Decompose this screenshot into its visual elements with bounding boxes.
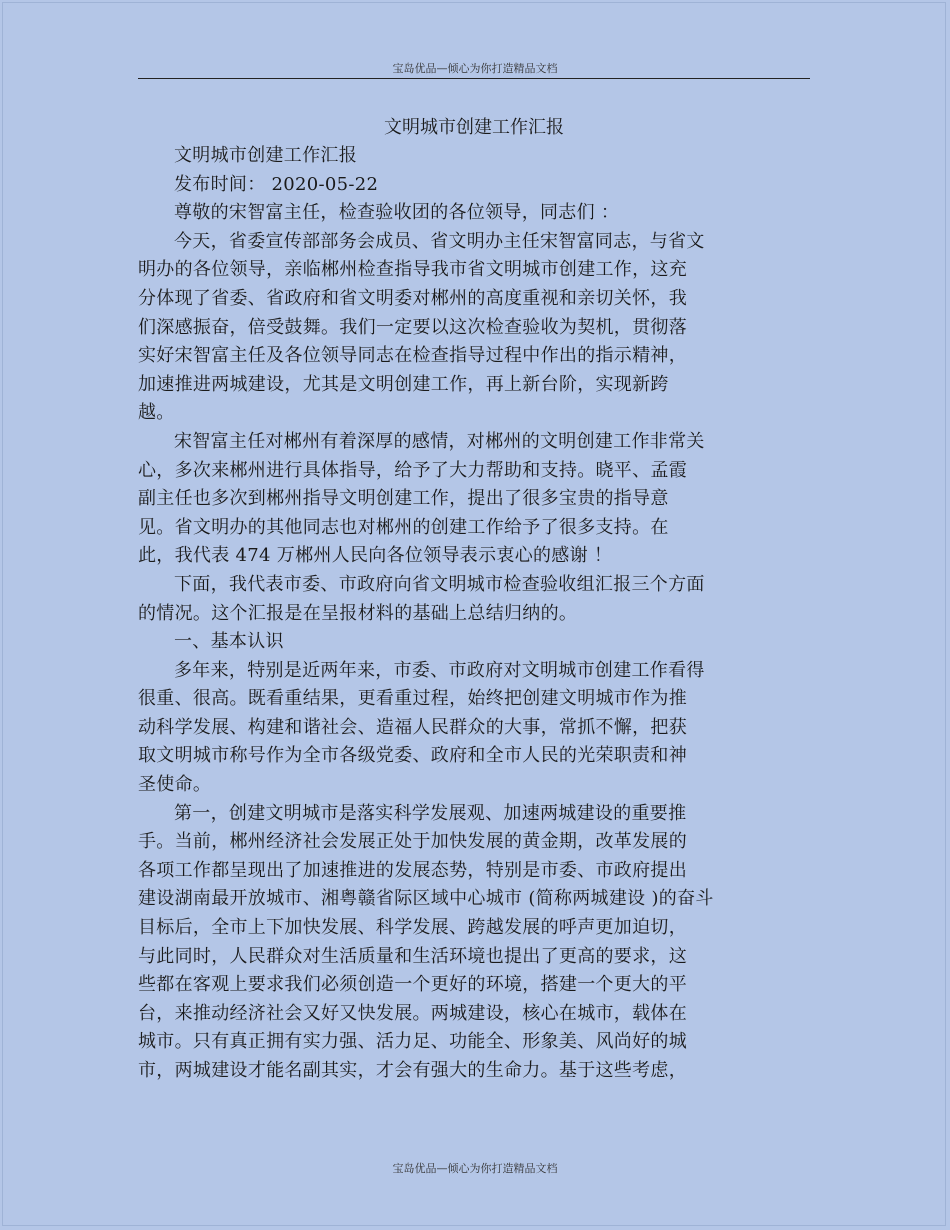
document-body: [138, 114, 810, 1086]
paragraph-line: 发布时间： 2020-05-22: [174, 173, 379, 195]
paragraph: [138, 199, 810, 228]
paragraph-line: 越。: [138, 402, 175, 424]
document-title: 文明城市创建工作汇报: [384, 117, 564, 138]
paragraph: [138, 142, 810, 171]
page-header: 宝岛优品—倾心为你打造精品文档: [392, 62, 558, 75]
paragraph: [138, 228, 810, 428]
paragraph-line: 明办的各位领导，亲临郴州检查指导我市省文明城市创建工作，这充: [138, 259, 687, 281]
paragraph: [138, 571, 810, 628]
paragraph-line: 取文明城市称号作为全市各级党委、政府和全市人民的光荣职责和神: [138, 745, 687, 767]
paragraph-line: 实好宋智富主任及各位领导同志在检查指导过程中作出的指示精神，: [138, 345, 687, 367]
paragraph-line: 的情况。这个汇报是在呈报材料的基础上总结归纳的。: [138, 602, 578, 624]
paragraph-list: [138, 142, 810, 1086]
paragraph-line: 很重、很高。既看重结果，更看重过程，始终把创建文明城市作为推: [138, 688, 687, 710]
paragraph-line: 分体现了省委、省政府和省文明委对郴州的高度重视和亲切关怀，我: [138, 287, 687, 309]
paragraph-line: 各项工作都呈现出了加速推进的发展态势，特别是市委、市政府提出: [138, 859, 687, 881]
paragraph: [138, 171, 810, 200]
paragraph-line: 城市。只有真正拥有实力强、活力足、功能全、形象美、风尚好的城: [138, 1031, 687, 1053]
paragraph-line: 心，多次来郴州进行具体指导，给予了大力帮助和支持。晓平、孟霞: [138, 459, 687, 481]
paragraph-line: 动科学发展、构建和谐社会、造福人民群众的大事，常抓不懈，把获: [138, 716, 687, 738]
paragraph-line: 今天，省委宣传部部务会成员、省文明办主任宋智富同志，与省文: [174, 230, 705, 252]
paragraph-line: 下面，我代表市委、市政府向省文明城市检查验收组汇报三个方面: [174, 573, 705, 595]
paragraph-line: 建设湖南最开放城市、湘粤赣省际区域中心城市 (简称两城建设 )的奋斗: [138, 888, 714, 910]
paragraph-line: 们深感振奋，倍受鼓舞。我们一定要以这次检查验收为契机，贯彻落: [138, 316, 687, 338]
paragraph-line: 加速推进两城建设，尤其是文明创建工作，再上新台阶，实现新跨: [138, 373, 669, 395]
paragraph-line: 文明城市创建工作汇报: [174, 145, 357, 166]
paragraph-line: 些都在客观上要求我们必须创造一个更好的环境，搭建一个更大的平: [138, 974, 687, 996]
paragraph-line: 市，两城建设才能名副其实，才会有强大的生命力。基于这些考虑，: [138, 1060, 687, 1081]
paragraph: [138, 800, 810, 1086]
paragraph-line: 手。当前，郴州经济社会发展正处于加快发展的黄金期，改革发展的: [138, 831, 687, 853]
paragraph-line: 见。省文明办的其他同志也对郴州的创建工作给予了很多支持。在: [138, 516, 669, 538]
paragraph-line: 第一，创建文明城市是落实科学发展观、加速两城建设的重要推: [174, 802, 687, 824]
paragraph-line: 目标后，全市上下加快发展、科学发展、跨越发展的呼声更加迫切，: [138, 917, 687, 939]
paragraph-line: 多年来，特别是近两年来，市委、市政府对文明城市创建工作看得: [174, 659, 705, 681]
paragraph: [138, 657, 810, 800]
paragraph: [138, 628, 810, 657]
header-rule: [138, 78, 810, 79]
paragraph-line: 台，来推动经济社会又好又快发展。两城建设，核心在城市，载体在: [138, 1002, 687, 1024]
paragraph-line: 一、基本认识: [174, 631, 284, 653]
paragraph-line: 副主任也多次到郴州指导文明创建工作，提出了很多宝贵的指导意: [138, 488, 669, 510]
paragraph-line: 尊敬的宋智富主任，检查验收团的各位领导，同志们 ：: [174, 202, 620, 224]
page-footer: 宝岛优品—倾心为你打造精品文档: [392, 1162, 558, 1175]
paragraph-line: 与此同时，人民群众对生活质量和生活环境也提出了更高的要求，这: [138, 945, 687, 967]
paragraph-line: 圣使命。: [138, 774, 212, 796]
paragraph-line: 此，我代表 474 万郴州人民向各位领导表示衷心的感谢 ！: [138, 545, 613, 567]
paragraph: [138, 428, 810, 571]
paragraph-line: 宋智富主任对郴州有着深厚的感情，对郴州的文明创建工作非常关: [174, 430, 705, 452]
